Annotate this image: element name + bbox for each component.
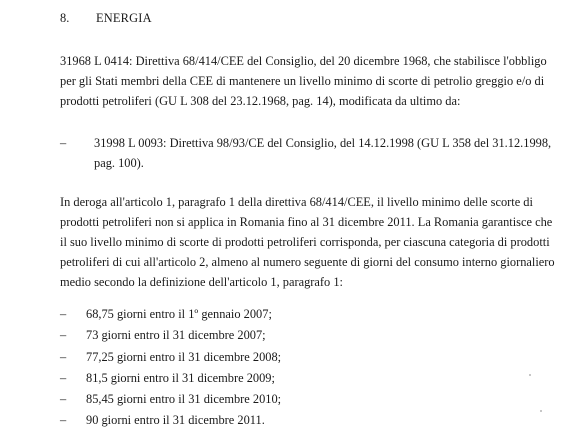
dash-bullet: – bbox=[60, 307, 67, 321]
paragraph-line: 31968 L 0414: Direttiva 68/414/CEE del Consiglio, del 20 dicembre 1968, che stabilisce l'obbligo bbox=[60, 54, 547, 68]
list-item-text: 90 giorni entro il 31 dicembre 2011. bbox=[86, 413, 265, 427]
dash-bullet: – bbox=[60, 371, 67, 385]
paragraph-line: In deroga all'articolo 1, paragrafo 1 della direttiva 68/414/CEE, il livello minimo delle scorte di bbox=[60, 195, 533, 209]
section-number: 8. bbox=[60, 11, 70, 25]
dash-bullet: – bbox=[60, 136, 67, 150]
paragraph-line: per gli Stati membri della CEE di mantenere un livello minimo di scorte di petrolio greggio e/o di bbox=[60, 74, 545, 88]
dash-bullet: – bbox=[60, 350, 67, 364]
list-item-text: 85,45 giorni entro il 31 dicembre 2010; bbox=[86, 392, 282, 406]
paragraph-line: prodotti petroliferi non si applica in Romania fino al 31 dicembre 2011. La Romania garantisce che bbox=[60, 215, 553, 229]
dash-bullet: – bbox=[60, 413, 67, 427]
list-item-text: 68,75 giorni entro il 1º gennaio 2007; bbox=[86, 307, 272, 321]
list-item-text: 77,25 giorni entro il 31 dicembre 2008; bbox=[86, 350, 282, 364]
dash-bullet: – bbox=[60, 392, 67, 406]
scan-speck bbox=[529, 374, 531, 376]
paragraph-line: petroliferi di cui all'articolo 2, almeno al numero seguente di giorni del consumo interno giornaliero bbox=[60, 255, 555, 269]
paragraph-line: prodotti petroliferi (GU L 308 del 23.12.1968, pag. 14), modificata da ultimo da: bbox=[60, 94, 461, 108]
section-title: ENERGIA bbox=[96, 11, 152, 25]
amendment-line: pag. 100). bbox=[94, 156, 144, 170]
list-item-text: 73 giorni entro il 31 dicembre 2007; bbox=[86, 328, 266, 342]
list-item-text: 81,5 giorni entro il 31 dicembre 2009; bbox=[86, 371, 275, 385]
amendment-line: 31998 L 0093: Direttiva 98/93/CE del Consiglio, del 14.12.1998 (GU L 358 del 31.12.1998, bbox=[94, 136, 552, 150]
scan-speck bbox=[540, 410, 542, 412]
dash-bullet: – bbox=[60, 328, 67, 342]
paragraph-line: il suo livello minimo di scorte di prodotti petroliferi corrisponda, per ciascuna categoria di prodotti bbox=[60, 235, 550, 249]
paragraph-line: medio secondo la definizione dell'articolo 1, paragrafo 1: bbox=[60, 275, 343, 289]
